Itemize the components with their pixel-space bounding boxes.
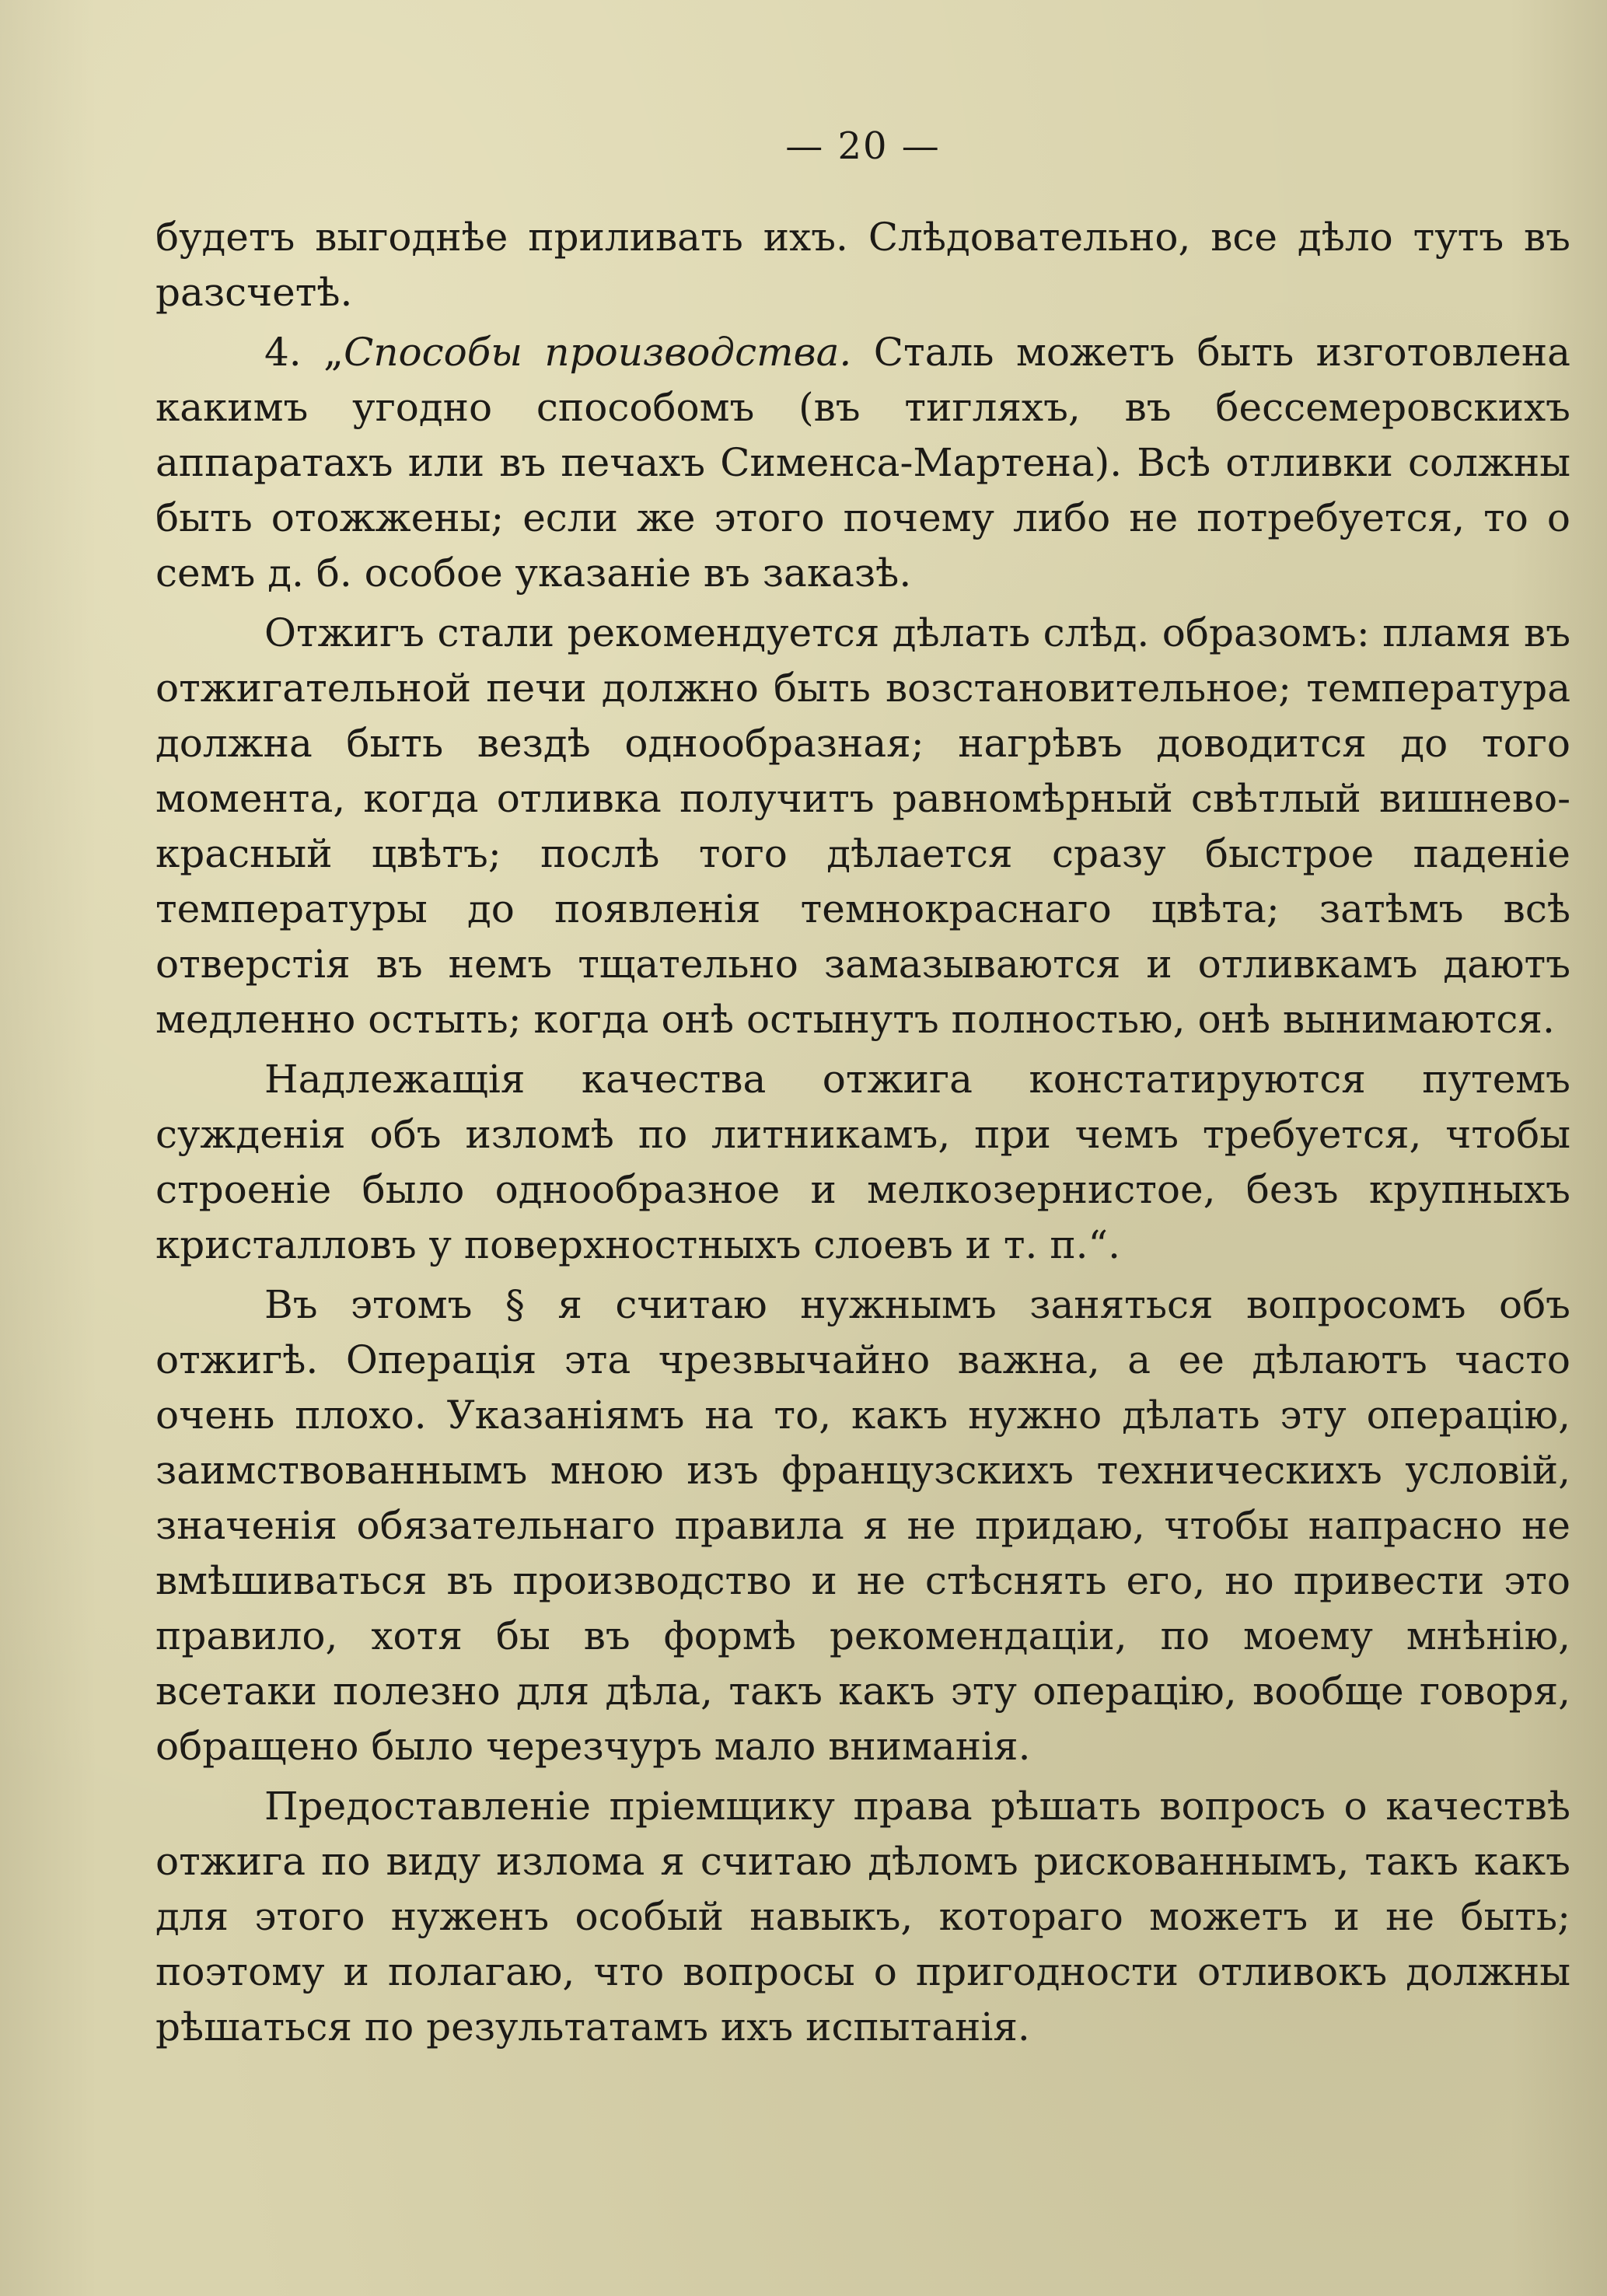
paragraph-lead: 4. „ [264,330,344,375]
paragraph-annealing-commentary: Въ этомъ § я считаю нужнымъ заняться вопросомъ объ отжигѣ. Операція эта чрезвычайно важна, а ее дѣлаютъ часто очень плохо. Указаніямъ на то, какъ нужно дѣлать эту операцію, заимствованнымъ мною изъ французскихъ техническихъ условій, значенія обязательнаго правила я не придаю, чтобы напрасно не вмѣшиваться въ производство и не стѣснять его, но привести это правило, хотя бы въ формѣ рекомендаціи, по моему мнѣнію, всетаки полезно для дѣла, такъ какъ эту операцію, вообще говоря, обращено было черезчуръ мало вниманія. [155,1282,1570,1769]
paragraph-continuation: будетъ выгоднѣе приливать ихъ. Слѣдовательно, все дѣло тутъ въ разсчетѣ. [155,215,1570,315]
paragraph-annealing-quality: Надлежащія качества отжига констатируются путемъ сужденія объ изломѣ по литникамъ, при чемъ требуется, чтобы строеніе было однообразное и мелкозернистое, безъ крупныхъ кристалловъ у поверхностныхъ слоевъ и т. п.“. [155,1057,1570,1267]
paragraph-text: Сталь можетъ быть изготовлена какимъ угодно способомъ (въ тигляхъ, въ бессемеровскихъ аппаратахъ или въ печахъ Сименса-Мартена). Всѣ отливки солжны быть отожжены; если же этого почему либо не потребуется, то о семъ д. б. особое указаніе въ заказѣ. [155,330,1570,596]
page-body [155,210,1570,2060]
page-number: — 20 — [785,124,941,168]
paragraph-conclusion: Предоставленіе пріемщику права рѣшать вопросъ о качествѣ отжига по виду излома я считаю дѣломъ рискованнымъ, такъ какъ для этого нуженъ особый навыкъ, котораго можетъ и не быть; поэтому и полагаю, что вопросы о пригодности отливокъ должны рѣшаться по результатамъ ихъ испытанія. [155,1784,1570,2050]
book-page [155,117,1570,2263]
emphasis-heading: Способы производства. [344,330,852,375]
paragraph-production-methods [155,325,1570,601]
paragraph-annealing-method: Отжигъ стали рекомендуется дѣлать слѣд. образомъ: пламя въ отжигательной печи должно быть возстановительное; температура должна быть вездѣ однообразная; нагрѣвъ доводится до того момента, когда отливка получитъ равномѣрный свѣтлый вишнево-красный цвѣтъ; послѣ того дѣлается сразу быстрое паденіе температуры до появленія темнокраснаго цвѣта; затѣмъ всѣ отверстія въ немъ тщательно замазываются и отливкамъ даютъ медленно остыть; когда онѣ остынутъ полностью, онѣ вынимаются. [155,610,1570,1042]
